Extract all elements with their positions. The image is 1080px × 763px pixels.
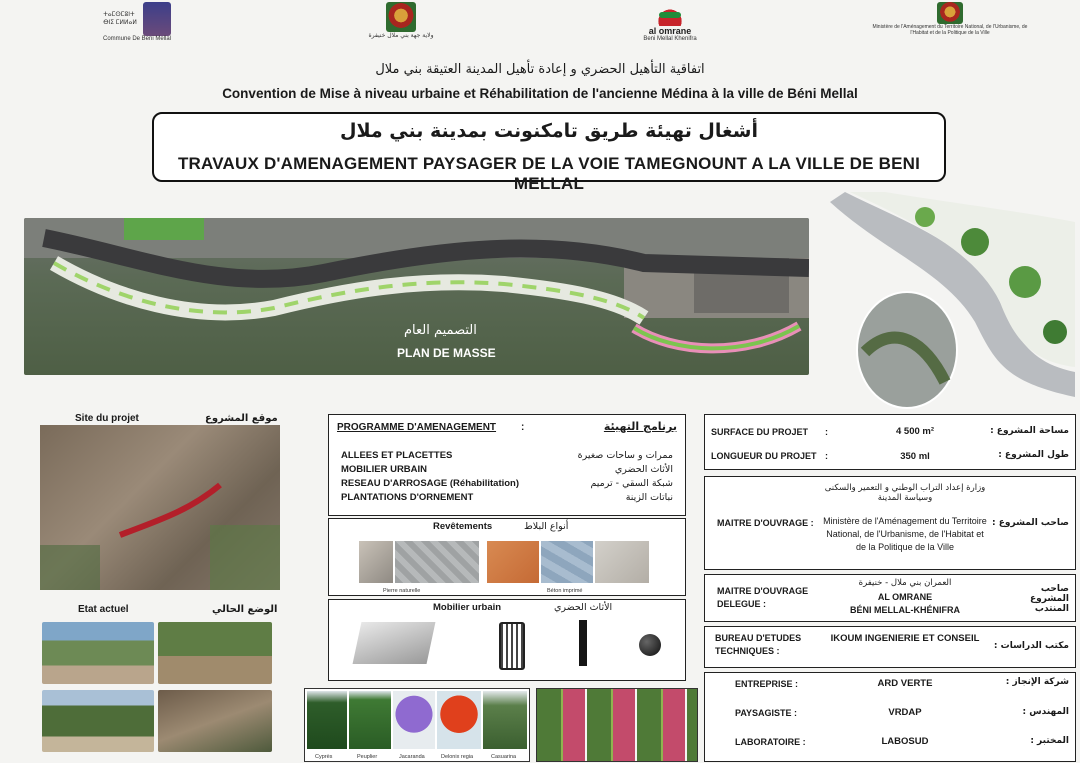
omrane-logo xyxy=(640,2,700,43)
lamp-globe-icon xyxy=(639,634,661,656)
programme-item-fr: ALLEES ET PLACETTES xyxy=(341,450,453,461)
maitre-delegue-value-arabic: العمران بني ملال - خنيفرة xyxy=(858,578,952,588)
length-label-arabic: طول المشروع : xyxy=(998,450,1069,460)
omrane-emblem-icon xyxy=(653,2,687,26)
programme-item-fr: PLANTATIONS D'ORNEMENT xyxy=(341,492,474,503)
programme-item xyxy=(341,450,673,461)
etat-title-french: Etat actuel xyxy=(78,604,129,615)
paysagiste-label: PAYSAGISTE : xyxy=(735,708,798,718)
length-label: LONGUEUR DU PROJET xyxy=(711,451,817,461)
maitre-ouvrage-value-arabic: وزارة إعداد التراب الوطني و التعمير والسكنى وسياسة المدينة xyxy=(824,483,986,503)
maitre-delegue-value-2: BÉNI MELLAL-KHÉNIFRA xyxy=(850,605,960,615)
programme-item-ar: ممرات و ساحات صغيرة xyxy=(577,450,673,461)
programme-item-fr: RESEAU D'ARROSAGE (Réhabilitation) xyxy=(341,478,520,489)
programme-title-separator: : xyxy=(521,422,525,433)
site-title-arabic: موقع المشروع xyxy=(205,413,278,424)
entreprise-label: ENTREPRISE : xyxy=(735,679,799,689)
mobilier-title-french: Mobilier urbain xyxy=(433,602,502,613)
coat-of-arms-icon xyxy=(386,2,416,32)
length-separator: : xyxy=(825,451,828,461)
project-title-french: TRAVAUX D'AMENAGEMENT PAYSAGER DE LA VOIE TAMEGNOUNT A LA VILLE DE BENI MELLAL xyxy=(177,154,921,193)
project-title-arabic: أشغال تهيئة طريق تامكنونت بمدينة بني ملال xyxy=(340,120,758,142)
programme-item-ar: نباتات الزينة xyxy=(625,492,673,503)
trash-bin-icon xyxy=(499,622,525,670)
delonix-image xyxy=(437,691,481,749)
surface-label-arabic: مساحة المشروع : xyxy=(990,426,1069,436)
laboratoire-label-arabic: المختبر : xyxy=(1030,736,1069,746)
plant-name: Casuarina xyxy=(491,754,517,760)
plant-name: Jacaranda xyxy=(399,754,425,760)
maitre-delegue-label: MAITRE D'OUVRAGE DELEGUE : xyxy=(717,586,809,609)
surface-value: 4 500 m² xyxy=(895,426,935,437)
paysagiste-label-arabic: المهندس : xyxy=(1022,707,1069,717)
mobilier-title-arabic: الأثاث الحضري xyxy=(554,602,613,613)
concrete-swatch xyxy=(595,541,649,583)
maitre-ouvrage-label: MAITRE D'OUVRAGE : xyxy=(717,518,814,528)
laboratoire-value: LABOSUD xyxy=(881,736,929,747)
region-logo xyxy=(356,2,446,39)
site-map-drawing xyxy=(40,425,280,590)
trees-panel xyxy=(304,688,530,762)
revetements-title-french: Revêtements xyxy=(433,521,493,532)
maitre-ouvrage-panel xyxy=(704,476,1076,570)
concrete-caption: Béton imprimé xyxy=(547,588,583,594)
bureau-etudes-label: BUREAU D'ETUDES TECHNIQUES : xyxy=(715,633,802,656)
ministry-crest-icon xyxy=(937,2,963,24)
maitre-delegue-panel xyxy=(704,574,1076,622)
shrubs-panel xyxy=(536,688,698,762)
programme-item xyxy=(341,464,673,475)
bureau-etudes-value: IKOUM INGENIERIE ET CONSEIL xyxy=(830,633,980,644)
perspective-drawing xyxy=(825,192,1075,412)
revetements-panel xyxy=(328,518,686,596)
casuarina-image xyxy=(483,691,527,749)
plan-label-arabic: التصميم العام xyxy=(404,323,477,338)
plant-name: Delonix regia xyxy=(441,754,474,760)
programme-item xyxy=(341,492,673,503)
site-title-french: Site du projet xyxy=(75,413,139,424)
bureau-etudes-panel xyxy=(704,626,1076,668)
maitre-delegue-value-1: AL OMRANE xyxy=(877,592,933,602)
omrane-logo-sub: Beni Mellal Khenifra xyxy=(643,36,697,42)
current-state-photo-4 xyxy=(158,690,272,752)
etat-title-arabic: الوضع الحالي xyxy=(212,604,278,615)
omrane-logo-name: al omrane xyxy=(648,26,692,36)
perspective-render xyxy=(825,192,1075,412)
concrete-swatch xyxy=(541,541,593,583)
entreprise-label-arabic: شركة الإنجاز : xyxy=(1005,677,1069,687)
plan-label-french: PLAN DE MASSE xyxy=(397,346,496,360)
entreprise-panel xyxy=(704,672,1076,762)
site-aerial-map xyxy=(40,425,280,590)
commune-crest-icon xyxy=(143,2,171,36)
paysagiste-value: VRDAP xyxy=(888,707,922,718)
mobilier-panel xyxy=(328,599,686,681)
programme-item-ar: الأثاث الحضري xyxy=(614,464,673,475)
plant-name: Peuplier xyxy=(357,754,378,760)
maitre-delegue-label-arabic: صاحب المشروع المنتدب xyxy=(1030,584,1069,614)
programme-item-ar: شبكة السقي - ترميم xyxy=(590,478,673,489)
maitre-ouvrage-value: Ministère de l'Aménagement du Territoire National, de l'Urbanisme, de l'Habitat et de la Politique de la Ville xyxy=(823,516,987,552)
stone-swatch xyxy=(359,541,393,583)
jacaranda-image xyxy=(393,691,435,749)
current-state-photo-1 xyxy=(42,622,154,684)
plan-de-masse-image xyxy=(24,218,809,375)
current-state-photo-3 xyxy=(42,690,154,752)
ministry-logo xyxy=(870,2,1030,36)
convention-title-french: Convention de Mise à niveau urbaine et Réhabilitation de l'ancienne Médina à la ville de Béni Mellal xyxy=(222,86,858,101)
laboratoire-label: LABORATOIRE : xyxy=(735,737,806,747)
commune-logo-text: Commune De Beni Mellal xyxy=(102,36,172,42)
programme-title-french: PROGRAMME D'AMENAGEMENT xyxy=(337,422,497,433)
programme-item xyxy=(341,478,673,489)
bollard-icon xyxy=(579,620,587,666)
stone-swatch xyxy=(395,541,479,583)
programme-panel xyxy=(328,414,686,516)
commune-logo: ⵜⴰⵎⵙⵎⵓⵏⵜ ⴱⵏⵉ ⵎⵍⵍⴰⵍ Commune De Beni Mellal xyxy=(72,2,202,43)
bench-icon xyxy=(353,622,436,664)
concrete-swatch xyxy=(487,541,539,583)
maitre-ouvrage-label-arabic: صاحب المشروع : xyxy=(992,518,1069,528)
entreprise-value: ARD VERTE xyxy=(877,678,933,689)
convention-title-arabic: اتفاقية التأهيل الحضري و إعادة تأهيل المدينة العتيقة بني ملال xyxy=(375,62,705,77)
surface-label: SURFACE DU PROJET xyxy=(711,427,809,437)
project-title-banner xyxy=(152,112,946,193)
programme-title-arabic: برنامج التهيئة xyxy=(603,420,677,433)
ministry-logo-text: Ministère de l'Aménagement du Territoire National, de l'Urbanisme, de l'Habitat et de la Politique de la Ville xyxy=(872,24,1028,36)
stone-caption: Pierre naturelle xyxy=(383,588,421,594)
current-state-photo-2 xyxy=(158,622,272,684)
cypress-image xyxy=(307,691,347,749)
surface-separator: : xyxy=(825,427,828,437)
bureau-etudes-label-arabic: مكتب الدراسات : xyxy=(993,641,1069,651)
plant-name: Cyprès xyxy=(315,754,333,760)
length-value: 350 ml xyxy=(900,451,930,462)
poplar-image xyxy=(349,691,391,749)
programme-item-fr: MOBILIER URBAIN xyxy=(341,464,428,475)
region-logo-text: ولاية جهة بني ملال خنيفرة xyxy=(368,32,434,39)
revetements-title-arabic: أنواع البلاط xyxy=(524,521,569,532)
project-size-panel xyxy=(704,414,1076,470)
